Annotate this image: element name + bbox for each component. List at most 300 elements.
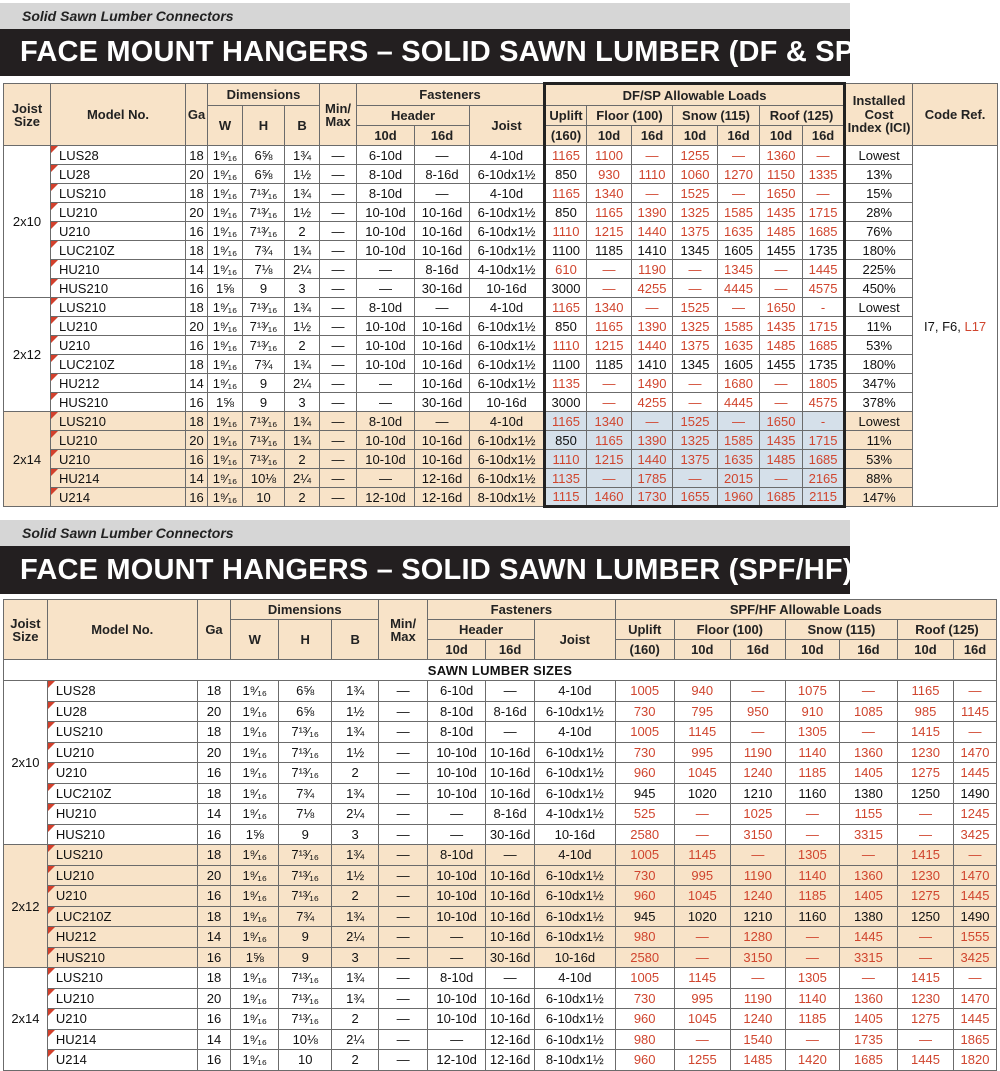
load-cell: 1735 [803, 241, 845, 260]
table-cell: 1¾ [285, 146, 320, 165]
load-cell: 1445 [897, 1050, 953, 1071]
load-cell: 980 [615, 927, 674, 948]
table-cell: 2 [285, 488, 320, 507]
load-cell: 1375 [673, 450, 718, 469]
table-cell: 1⁹⁄₁₆ [208, 374, 243, 393]
table-cell: 10-16d [415, 317, 470, 336]
load-cell: — [730, 845, 785, 866]
table-cell: 6-10dx1½ [470, 336, 545, 355]
load-cell: 1380 [839, 906, 897, 927]
table-cell: 7¹³⁄₁₆ [243, 431, 285, 450]
load-cell: 1145 [674, 968, 730, 989]
load-cell: — [674, 947, 730, 968]
table-cell: 10-10d [357, 431, 415, 450]
load-cell: 1715 [803, 203, 845, 222]
section2-title: FACE MOUNT HANGERS – SOLID SAWN LUMBER (SPF/HF) [0, 546, 850, 594]
table-cell: 8-16d [415, 165, 470, 184]
header-16d: 16d [415, 126, 470, 146]
load-cell: 1165 [545, 184, 587, 203]
ici-cell: 53% [845, 336, 913, 355]
table-cell: 9 [279, 947, 332, 968]
ici-cell: 180% [845, 355, 913, 374]
header-dimensions: Dimensions [208, 84, 320, 106]
load-cell: 1435 [760, 203, 803, 222]
table-cell: 10-10d [357, 241, 415, 260]
table-cell: — [379, 783, 428, 804]
load-cell: 730 [615, 742, 674, 763]
table-cell: 8-10d [428, 845, 486, 866]
table-cell: 6-10d [428, 681, 486, 702]
model-no-cell: LU210 [47, 742, 197, 763]
load-cell: 1680 [718, 374, 760, 393]
model-no-cell: LU28 [51, 165, 186, 184]
table-cell: — [379, 824, 428, 845]
header-roof-10d: 10d [760, 126, 803, 146]
table-cell: 20 [186, 431, 208, 450]
table-cell: 14 [197, 1029, 231, 1050]
table-cell: 1¾ [332, 968, 379, 989]
header-minmax: Min/ Max [320, 84, 357, 146]
table-cell: 14 [197, 804, 231, 825]
load-cell: — [587, 374, 632, 393]
table-cell: 1¾ [332, 681, 379, 702]
table-cell: 2 [332, 1050, 379, 1071]
load-cell: 1250 [897, 783, 953, 804]
load-cell: 730 [615, 865, 674, 886]
header-fasteners: Fasteners [428, 600, 616, 620]
load-cell: 1110 [632, 165, 673, 184]
load-cell: 1340 [587, 412, 632, 431]
load-cell: — [785, 824, 839, 845]
header-ga: Ga [197, 600, 231, 660]
load-cell: 1240 [730, 763, 785, 784]
ici-cell: Lowest [845, 412, 913, 431]
model-no-cell: U214 [47, 1050, 197, 1071]
load-cell: 950 [730, 701, 785, 722]
header-floor-10d: 10d [674, 640, 730, 660]
table-cell: 14 [197, 927, 231, 948]
table-cell: — [428, 927, 486, 948]
table-cell: 10-16d [415, 355, 470, 374]
table-cell: — [357, 260, 415, 279]
load-cell: 1190 [730, 742, 785, 763]
ici-cell: 28% [845, 203, 913, 222]
table-cell: — [320, 336, 357, 355]
load-cell: 3000 [545, 393, 587, 412]
load-cell: — [718, 184, 760, 203]
load-cell: 1270 [718, 165, 760, 184]
table-cell: 1½ [332, 742, 379, 763]
load-cell: 3150 [730, 947, 785, 968]
load-cell: 3425 [954, 824, 997, 845]
table-cell: — [320, 260, 357, 279]
table-cell: — [379, 947, 428, 968]
table-cell: 10-16d [415, 374, 470, 393]
table-cell: 12-16d [486, 1050, 535, 1071]
load-cell: 1485 [760, 450, 803, 469]
model-no-cell: HUS210 [47, 947, 197, 968]
table-cell: — [415, 146, 470, 165]
table-cell: 7¹³⁄₁₆ [279, 763, 332, 784]
table-cell: 6⅝ [279, 701, 332, 722]
load-cell: 3425 [954, 947, 997, 968]
table-cell: — [379, 1009, 428, 1030]
model-no-cell: U210 [51, 336, 186, 355]
table-cell: — [379, 681, 428, 702]
load-cell: 1025 [730, 804, 785, 825]
load-cell: — [632, 412, 673, 431]
header-h: H [243, 106, 285, 146]
load-cell: 4255 [632, 393, 673, 412]
table-cell: 10-10d [357, 355, 415, 374]
load-cell: 2580 [615, 947, 674, 968]
table-cell: — [428, 824, 486, 845]
table-cell: 1⁹⁄₁₆ [231, 886, 279, 907]
load-cell: 1360 [760, 146, 803, 165]
table-cell: 10-16d [486, 988, 535, 1009]
load-cell: 2165 [803, 469, 845, 488]
table-cell: 1¾ [332, 845, 379, 866]
table-cell: 4-10d [535, 968, 616, 989]
table-cell: — [379, 886, 428, 907]
load-cell: 1345 [673, 241, 718, 260]
load-cell: 1305 [785, 722, 839, 743]
code-ref-cell [913, 146, 998, 507]
table-cell: — [379, 804, 428, 825]
load-cell: 1585 [718, 203, 760, 222]
table-cell: — [379, 701, 428, 722]
table-cell: 1½ [285, 203, 320, 222]
load-cell: 1045 [674, 1009, 730, 1030]
load-cell: 1275 [897, 886, 953, 907]
load-cell: 1685 [803, 222, 845, 241]
load-cell: 1085 [839, 701, 897, 722]
table-cell: — [320, 203, 357, 222]
sawn-lumber-sizes-heading: SAWN LUMBER SIZES [4, 660, 997, 681]
table-cell: 10-16d [470, 393, 545, 412]
table-cell: — [379, 988, 428, 1009]
table-cell: — [320, 488, 357, 507]
table-cell: — [486, 681, 535, 702]
load-cell: 1165 [545, 412, 587, 431]
table-cell: 10-16d [415, 431, 470, 450]
table-cell: 4-10d [470, 146, 545, 165]
table-cell: 3 [332, 824, 379, 845]
table-cell: 10-16d [535, 947, 616, 968]
table-cell: — [379, 845, 428, 866]
load-cell: 1490 [954, 783, 997, 804]
load-cell: 1445 [954, 886, 997, 907]
code-ref-red: L17 [964, 318, 987, 334]
header-uplift-sub: (160) [615, 640, 674, 660]
table-cell: 18 [197, 722, 231, 743]
table-cell: 6⅝ [279, 681, 332, 702]
load-cell: 1785 [632, 469, 673, 488]
table-cell: 1⁹⁄₁₆ [231, 1009, 279, 1030]
load-cell: 1155 [839, 804, 897, 825]
table-cell: 7¹³⁄₁₆ [243, 298, 285, 317]
model-no-cell: LUC210Z [51, 241, 186, 260]
load-cell: 1410 [632, 241, 673, 260]
load-cell: 1075 [785, 681, 839, 702]
load-cell: 1470 [954, 742, 997, 763]
load-cell: 1115 [545, 488, 587, 507]
table-cell: 2¼ [332, 927, 379, 948]
model-no-cell: U214 [51, 488, 186, 507]
load-cell: 1525 [673, 298, 718, 317]
table-cell: — [320, 222, 357, 241]
joist-size-cell: 2x14 [4, 968, 48, 1071]
table-cell: 7¹³⁄₁₆ [279, 886, 332, 907]
table-cell: 1⁹⁄₁₆ [231, 722, 279, 743]
table-cell: 16 [197, 1009, 231, 1030]
load-cell: 1210 [730, 783, 785, 804]
table-cell: 14 [186, 469, 208, 488]
model-no-cell: HU210 [47, 804, 197, 825]
table-cell: 20 [197, 742, 231, 763]
table-cell: 8-10d [428, 701, 486, 722]
table-cell: 8-10d [428, 968, 486, 989]
header-code-ref: Code Ref. [913, 84, 998, 146]
table-cell: 6-10dx1½ [535, 988, 616, 1009]
table-cell: 9 [243, 393, 285, 412]
header-snow-16d: 16d [718, 126, 760, 146]
load-cell: 1150 [760, 165, 803, 184]
table-cell: 9 [243, 374, 285, 393]
ici-cell: 88% [845, 469, 913, 488]
load-cell: — [730, 968, 785, 989]
load-cell: 1340 [587, 184, 632, 203]
table-cell: 7¹³⁄₁₆ [279, 742, 332, 763]
table-cell: 7¹³⁄₁₆ [243, 317, 285, 336]
table-cell: 4-10d [535, 722, 616, 743]
table-cell: 1⁹⁄₁₆ [208, 450, 243, 469]
table-cell: 1¾ [332, 906, 379, 927]
load-cell: — [803, 184, 845, 203]
table-cell: 1⁹⁄₁₆ [208, 412, 243, 431]
table-cell: 1⁹⁄₁₆ [208, 488, 243, 507]
table-cell: — [320, 279, 357, 298]
ici-cell: 378% [845, 393, 913, 412]
load-cell: 1185 [785, 886, 839, 907]
load-cell: 1735 [803, 355, 845, 374]
header-10d: 10d [428, 640, 486, 660]
table-cell: 1⁹⁄₁₆ [231, 865, 279, 886]
table-cell: 1½ [285, 317, 320, 336]
table-cell: 20 [186, 317, 208, 336]
load-cell: 960 [615, 763, 674, 784]
table-cell: 10-10d [357, 317, 415, 336]
load-cell: 1445 [954, 1009, 997, 1030]
model-no-cell: LU210 [47, 865, 197, 886]
load-cell: 1390 [632, 317, 673, 336]
table-cell: 2¼ [285, 469, 320, 488]
table-cell: 1⅝ [231, 824, 279, 845]
table-cell: — [486, 968, 535, 989]
load-cell: — [839, 681, 897, 702]
table-cell: 1⁹⁄₁₆ [208, 146, 243, 165]
load-cell: 1685 [760, 488, 803, 507]
table-cell: 16 [197, 763, 231, 784]
load-cell: — [632, 184, 673, 203]
table-cell: 1¾ [285, 412, 320, 431]
header-floor-16d: 16d [632, 126, 673, 146]
load-cell: 1585 [718, 431, 760, 450]
load-cell: 1110 [545, 450, 587, 469]
model-no-cell: HUS210 [51, 279, 186, 298]
load-cell: — [718, 298, 760, 317]
load-cell: 1145 [674, 722, 730, 743]
load-cell: 960 [615, 1009, 674, 1030]
load-cell: 980 [615, 1029, 674, 1050]
load-cell: — [673, 279, 718, 298]
table-cell: 10-10d [428, 763, 486, 784]
table-cell: 9 [279, 824, 332, 845]
table-cell: 18 [197, 783, 231, 804]
header-b: B [285, 106, 320, 146]
table-cell: 10-16d [415, 203, 470, 222]
table-cell: 1⁹⁄₁₆ [231, 763, 279, 784]
table-cell: 1¾ [332, 722, 379, 743]
joist-size-cell: 2x10 [4, 146, 51, 298]
load-cell: — [673, 260, 718, 279]
table-cell: 18 [186, 355, 208, 374]
load-cell: 850 [545, 203, 587, 222]
load-cell: 995 [674, 865, 730, 886]
load-cell: 1445 [803, 260, 845, 279]
table-cell: — [320, 165, 357, 184]
table-cell: 6-10dx1½ [535, 886, 616, 907]
table-cell: — [379, 1050, 428, 1071]
load-cell: 985 [897, 701, 953, 722]
ici-cell: 76% [845, 222, 913, 241]
table-cell: 10-10d [357, 450, 415, 469]
load-cell: 1005 [615, 681, 674, 702]
load-cell: 1415 [897, 722, 953, 743]
load-cell: 1190 [632, 260, 673, 279]
load-cell: — [760, 469, 803, 488]
ici-cell: 11% [845, 431, 913, 450]
load-cell: 1335 [803, 165, 845, 184]
load-cell: 1135 [545, 374, 587, 393]
table-cell: 1¾ [332, 988, 379, 1009]
table-cell: 12-16d [415, 488, 470, 507]
table-cell: — [486, 722, 535, 743]
load-cell: 1020 [674, 906, 730, 927]
header-roof: Roof (125) [897, 620, 996, 640]
load-cell: 850 [545, 317, 587, 336]
load-cell: 960 [615, 886, 674, 907]
load-cell: 1045 [674, 886, 730, 907]
load-cell: — [897, 1029, 953, 1050]
load-cell: 1375 [673, 222, 718, 241]
table-cell: 12-16d [486, 1029, 535, 1050]
table-cell: 18 [197, 681, 231, 702]
header-uplift: Uplift [615, 620, 674, 640]
table-cell: 10-10d [428, 886, 486, 907]
table-cell: 30-16d [486, 824, 535, 845]
table-cell: 10-10d [428, 906, 486, 927]
load-cell: 1255 [674, 1050, 730, 1071]
table-cell: 30-16d [486, 947, 535, 968]
table-cell: — [486, 845, 535, 866]
load-cell: 1490 [954, 906, 997, 927]
load-cell: 850 [545, 431, 587, 450]
load-cell: 1455 [760, 355, 803, 374]
table-cell: 10-16d [415, 222, 470, 241]
load-cell: 1685 [839, 1050, 897, 1071]
section2-band: Solid Sawn Lumber Connectors [0, 520, 850, 546]
table-cell: 6-10dx1½ [470, 203, 545, 222]
header-floor-16d: 16d [730, 640, 785, 660]
table-cell: 4-10d [470, 412, 545, 431]
table-cell: 2 [332, 763, 379, 784]
load-cell: 1440 [632, 450, 673, 469]
load-cell: 4575 [803, 393, 845, 412]
load-cell: 1160 [785, 783, 839, 804]
table-cell: 7¹³⁄₁₆ [243, 450, 285, 469]
load-cell: — [839, 845, 897, 866]
model-no-cell: LUC210Z [47, 783, 197, 804]
load-cell: — [587, 279, 632, 298]
joist-size-cell: 2x10 [4, 681, 48, 845]
table-cell: 18 [186, 146, 208, 165]
load-cell: 1325 [673, 317, 718, 336]
table-cell: — [357, 393, 415, 412]
table-cell: 7¾ [243, 241, 285, 260]
model-no-cell: LUC210Z [47, 906, 197, 927]
table-cell: 30-16d [415, 279, 470, 298]
header-uplift: Uplift [545, 106, 587, 126]
table-cell: 16 [186, 222, 208, 241]
table-cell: 10-10d [428, 1009, 486, 1030]
table-cell: 1⅝ [231, 947, 279, 968]
table-cell: 1½ [332, 865, 379, 886]
load-cell: 1470 [954, 988, 997, 1009]
load-cell: — [954, 722, 997, 743]
table-cell: — [415, 298, 470, 317]
table-cell: 1¾ [332, 783, 379, 804]
table-cell: 6-10dx1½ [470, 317, 545, 336]
table-cell: 4-10d [470, 298, 545, 317]
load-cell: 1005 [615, 968, 674, 989]
load-cell: 1325 [673, 203, 718, 222]
load-cell: 945 [615, 783, 674, 804]
table-cell: 10-16d [486, 763, 535, 784]
table-cell: 2¼ [285, 260, 320, 279]
table-cell: 1⁹⁄₁₆ [208, 298, 243, 317]
load-cell: 1140 [785, 865, 839, 886]
load-cell: 1390 [632, 431, 673, 450]
load-cell: 1165 [897, 681, 953, 702]
header-roof-16d: 16d [803, 126, 845, 146]
load-cell: 1435 [760, 317, 803, 336]
table-cell: 1⁹⁄₁₆ [231, 701, 279, 722]
table-cell: 1⁹⁄₁₆ [208, 203, 243, 222]
table-cell: — [320, 393, 357, 412]
table-cell: 6⅝ [243, 165, 285, 184]
load-cell: 1820 [954, 1050, 997, 1071]
header-model-no: Model No. [51, 84, 186, 146]
load-cell: — [760, 393, 803, 412]
model-no-cell: LUS210 [51, 184, 186, 203]
table-cell: 6-10dx1½ [535, 906, 616, 927]
load-cell: — [718, 412, 760, 431]
load-cell: 1455 [760, 241, 803, 260]
model-no-cell: LUS28 [51, 146, 186, 165]
table-cell: 4-10d [535, 845, 616, 866]
load-cell: 1445 [839, 927, 897, 948]
